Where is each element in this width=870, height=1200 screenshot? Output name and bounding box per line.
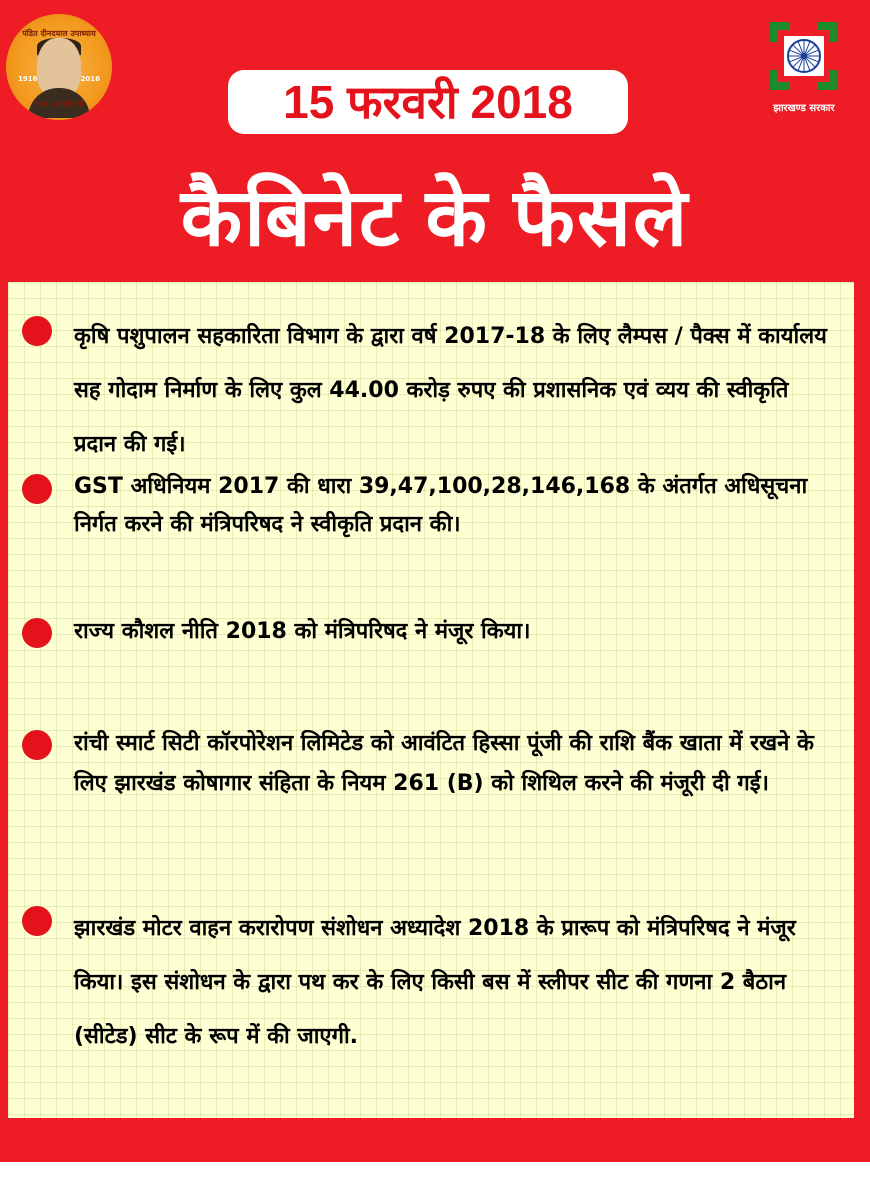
decision-text: रांची स्मार्ट सिटी कॉरपोरेशन लिमिटेड को आवंटित हिस्सा पूंजी की राशि बैंक खाता में रखने के लिए झारखंड कोषागार संहिता के नियम 261 (B) को शिथिल करने की मंजूरी दी गई। (74, 731, 814, 796)
footer-band (0, 1118, 870, 1162)
list-item (8, 890, 854, 1110)
decision-text: कृषि पशुपालन सहकारिता विभाग के द्वारा वर्ष 2017-18 के लिए लैम्पस / पैक्स में कार्यालय सह गोदाम निर्माण के लिए कुल 44.00 करोड़ रुपए की प्रशासनिक एवं व्यय की स्वीकृति प्रदान की गई। (74, 324, 827, 457)
bullet-icon (22, 316, 52, 346)
page-title: कैबिनेट के फैसले (180, 173, 690, 262)
decision-text: झारखंड मोटर वाहन करारोपण संशोधन अध्यादेश 2018 के प्रारूप को मंत्रिपरिषद ने मंजूर किया। इस संशोधन के द्वारा पथ कर के लिए किसी बस में स्लीपर सीट की गणना 2 बैठान (सीटेड) सीट के रूप में की जाएगी. (74, 916, 796, 1049)
bullet-icon (22, 730, 52, 760)
emblem-caption: झारखण्ड सरकार (773, 103, 835, 114)
date-badge (228, 70, 628, 134)
jharkhand-govt-emblem (760, 16, 850, 116)
jharkhand-govt-logo-icon (764, 16, 844, 96)
decision-text: राज्य कौशल नीति 2018 को मंत्रिपरिषद ने मंजूर किया। (74, 619, 531, 644)
emblem-bottom-text: जन्म शताब्दी वर्ष (34, 100, 84, 109)
list-item (8, 602, 854, 662)
bullet-icon (22, 618, 52, 648)
bullet-icon (22, 906, 52, 936)
date-text: 15 फरवरी 2018 (283, 76, 573, 128)
decision-text: GST अधिनियम 2017 की धारा 39,47,100,28,146,168 के अंतर्गत अधिसूचना निर्गत करने की मंत्रिपरिषद ने स्वीकृति प्रदान की। (74, 474, 808, 537)
bullet-icon (22, 474, 52, 504)
deendayal-centenary-emblem (6, 14, 112, 120)
list-item (8, 298, 854, 457)
emblem-year-start: 1916 (18, 75, 38, 83)
decisions-panel (8, 282, 854, 1118)
bottom-margin (0, 1162, 870, 1200)
emblem-year-end: 2016 (80, 75, 100, 83)
emblem-top-text: पंडित दीनदयाल उपाध्याय (22, 29, 96, 38)
list-item (8, 458, 854, 582)
header-banner (0, 0, 870, 282)
list-item (8, 710, 854, 840)
